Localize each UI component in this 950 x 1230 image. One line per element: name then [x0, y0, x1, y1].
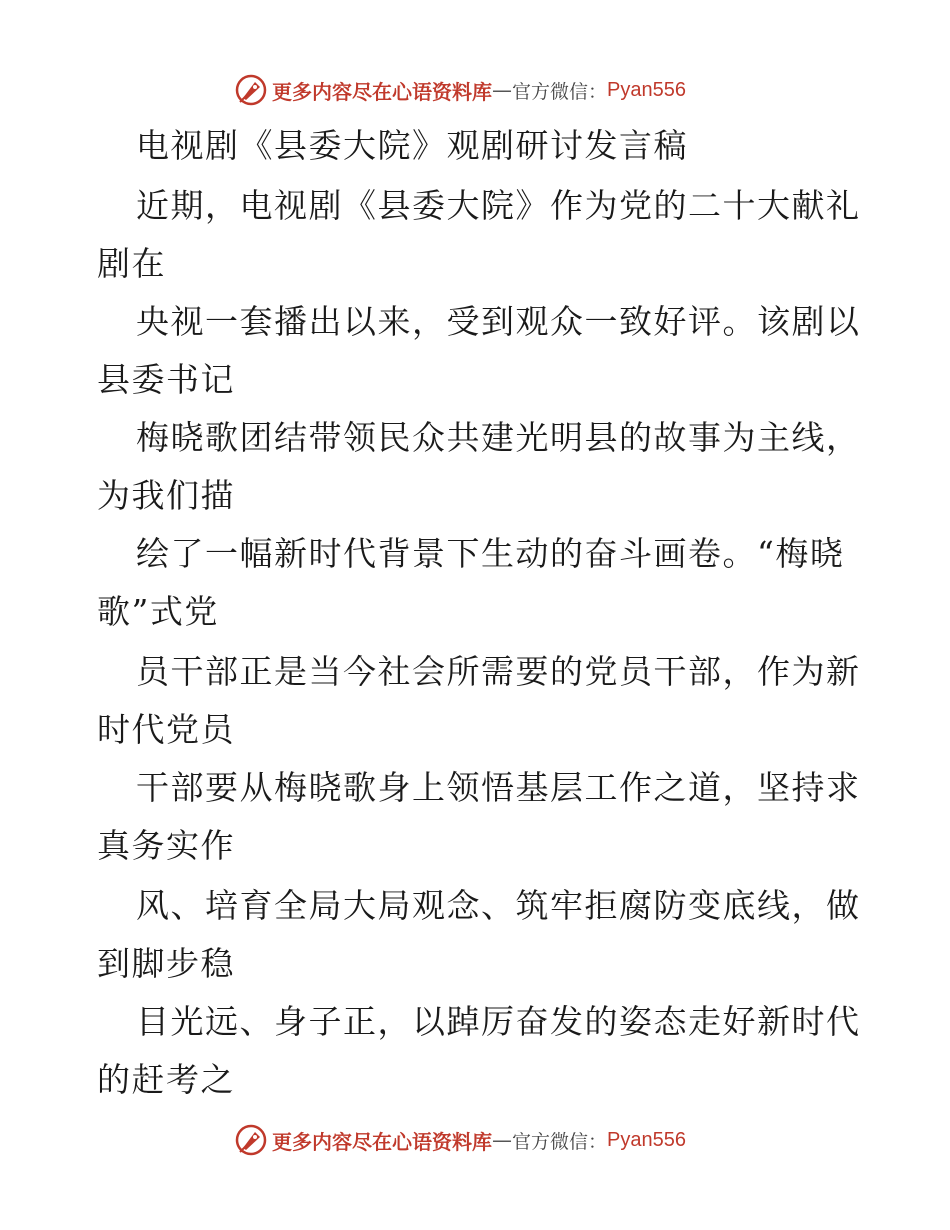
paragraph-line: 干部要从梅晓歌身上领悟基层工作之道，坚持求: [136, 768, 861, 807]
banner-main-text: 更多内容尽在心语资料库: [272, 1129, 492, 1154]
paragraph-line: 县委书记: [97, 360, 235, 399]
banner-main-text: 更多内容尽在心语资料库: [272, 79, 492, 104]
paragraph-line: 风、培育全局大局观念、筑牢拒腐防变底线，做: [136, 886, 861, 925]
paragraph-line: 歌”式党: [97, 592, 219, 631]
pen-nib-logo-icon: [234, 73, 268, 107]
banner-wechat-label: 官方微信：: [512, 1130, 608, 1153]
paragraph-line: 的赶考之: [97, 1060, 235, 1099]
paragraph-line: 近期，电视剧《县委大院》作为党的二十大献礼: [136, 186, 861, 225]
banner-dash: —: [492, 78, 512, 102]
paragraph-line: 时代党员: [97, 710, 235, 749]
paragraph-line: 绘了一幅新时代背景下生动的奋斗画卷。“梅晓: [136, 534, 845, 573]
banner-wechat-id: Pyan556: [607, 1128, 686, 1151]
paragraph-line: 为我们描: [97, 476, 235, 515]
paragraph-line: 到脚步稳: [97, 944, 235, 983]
paragraph-line: 真务实作: [97, 826, 235, 865]
banner-wechat-id: Pyan556: [607, 78, 686, 101]
paragraph-line: 央视一套播出以来，受到观众一致好评。该剧以: [136, 302, 861, 341]
paragraph-line: 梅晓歌团结带领民众共建光明县的故事为主线，: [136, 418, 861, 457]
footer-banner: [234, 1122, 686, 1158]
paragraph-line: 员干部正是当今社会所需要的党员干部，作为新: [136, 652, 861, 691]
paragraph-line: 目光远、身子正，以踔厉奋发的姿态走好新时代: [136, 1002, 861, 1041]
paragraph-line: 剧在: [97, 244, 166, 283]
banner-wechat-label: 官方微信：: [512, 80, 608, 103]
pen-nib-logo-icon: [234, 1123, 268, 1157]
banner-dash: —: [492, 1128, 512, 1152]
header-banner: [234, 72, 686, 108]
document-title: 电视剧《县委大院》观剧研讨发言稿: [136, 126, 688, 165]
